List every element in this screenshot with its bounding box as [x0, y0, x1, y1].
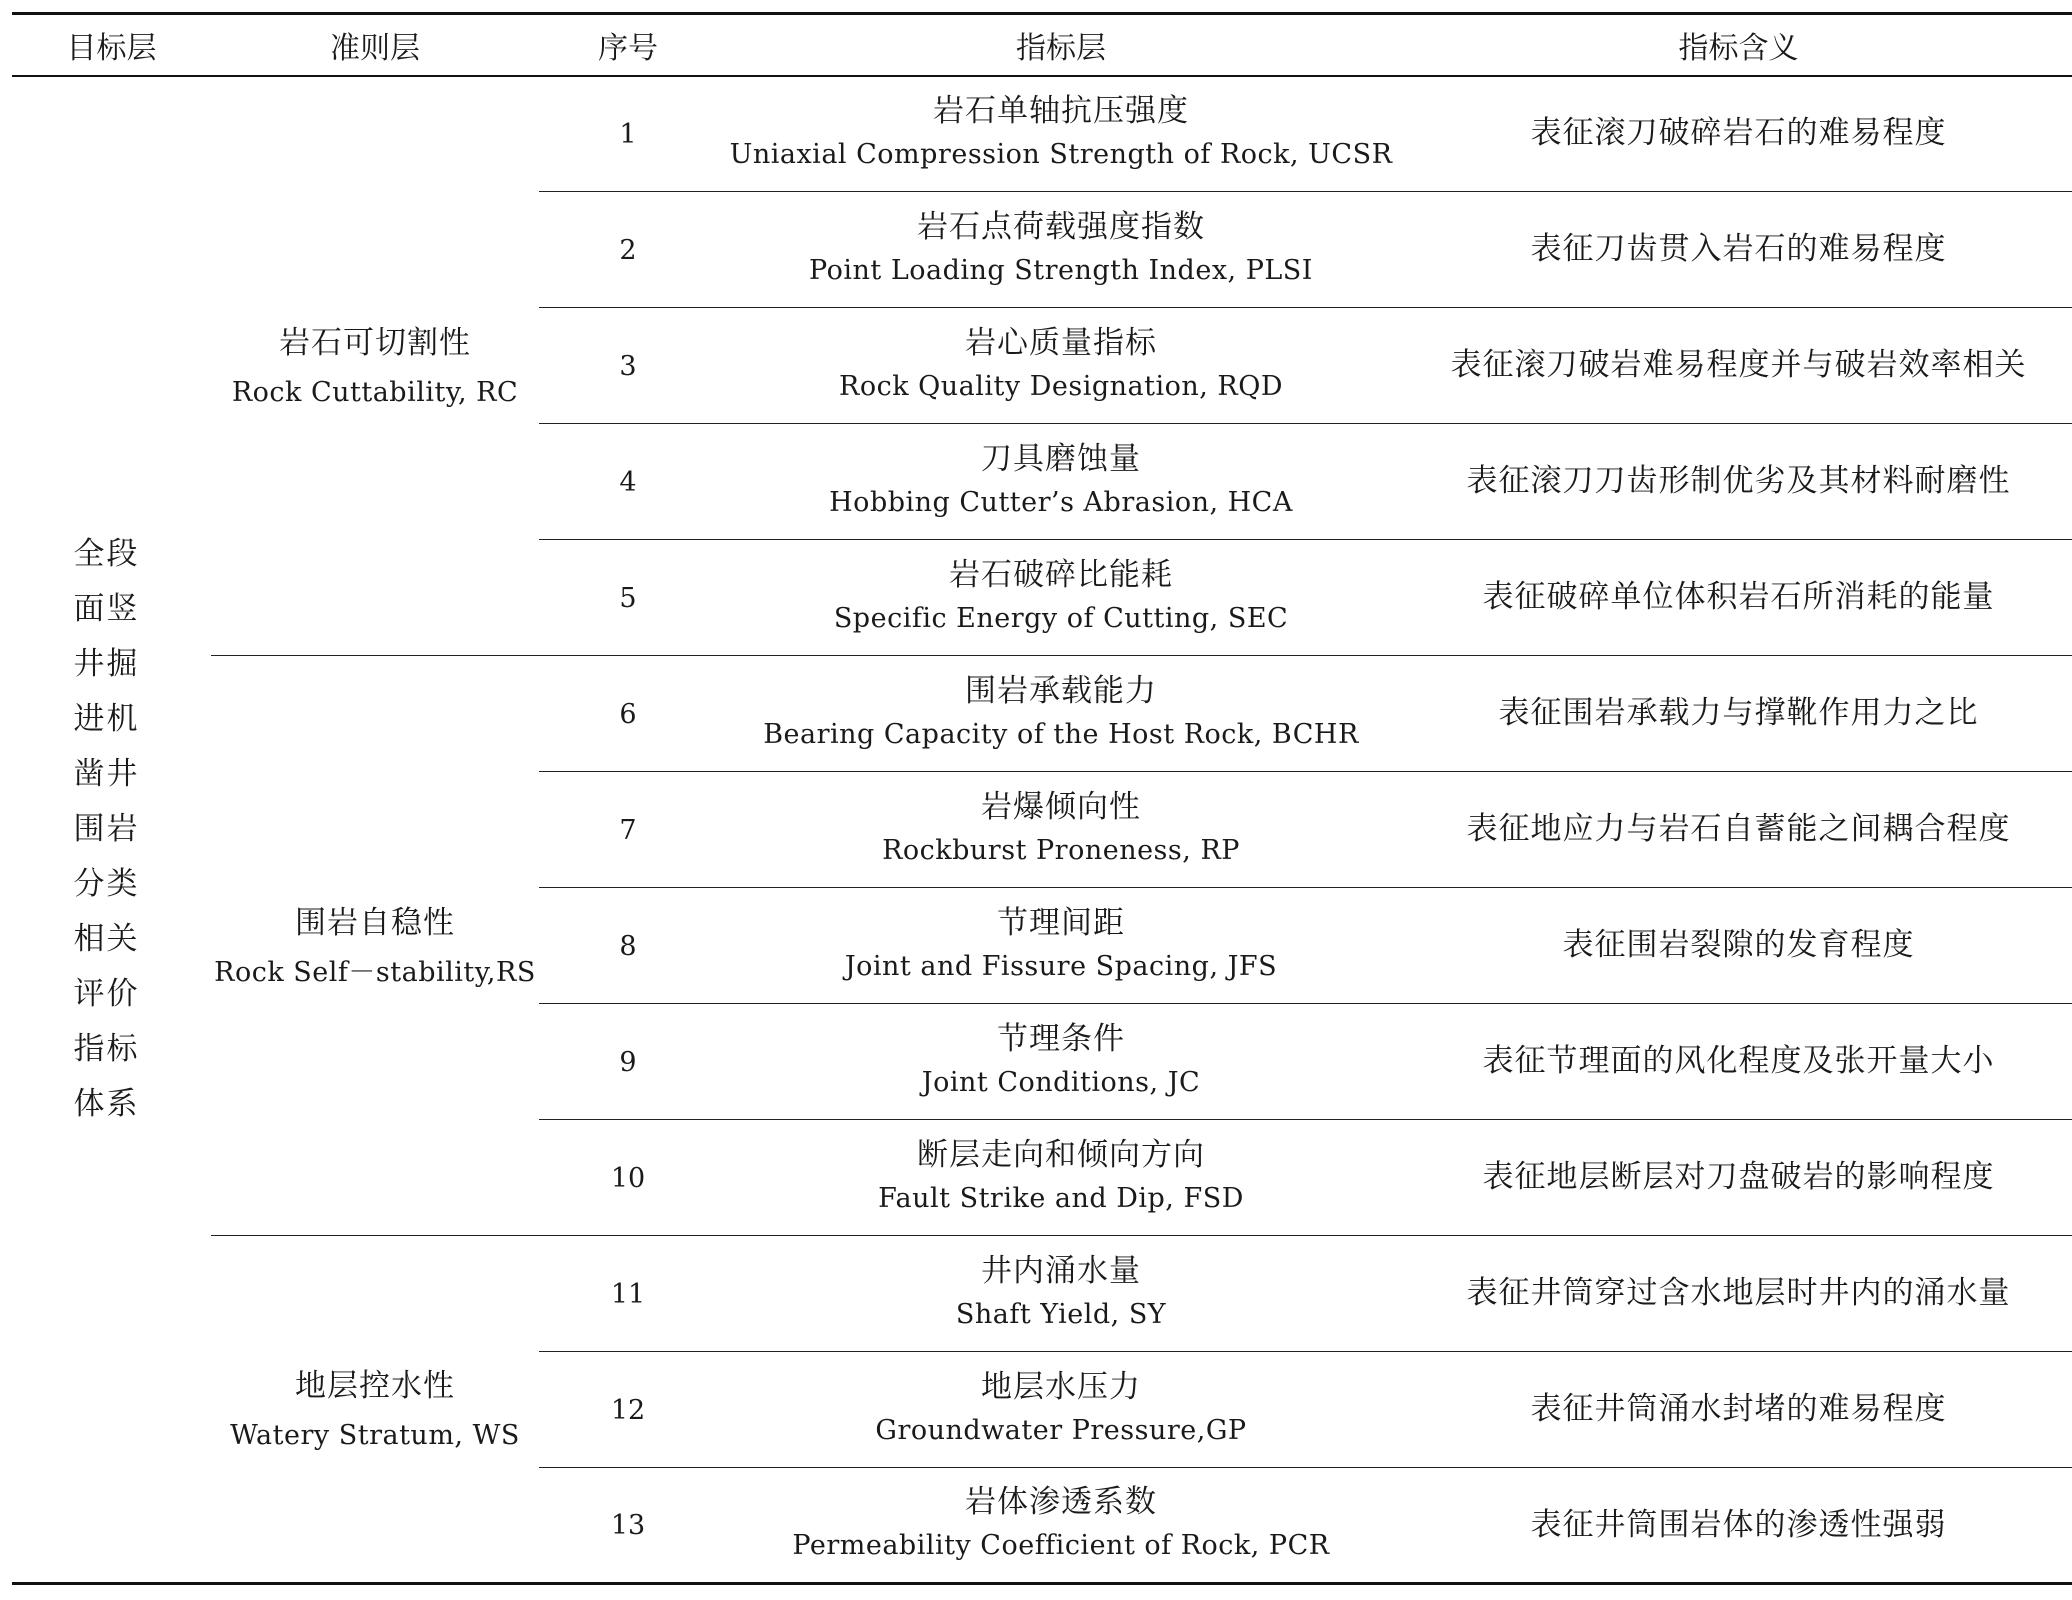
target-layer-cell	[12, 76, 211, 1584]
meaning-cell: 表征节理面的风化程度及张开量大小	[1405, 1004, 2072, 1120]
indicator-en: Specific Energy of Cutting, SEC	[833, 602, 1289, 634]
row-number: 6	[539, 656, 717, 772]
indicator-cell	[717, 772, 1405, 888]
indicator-cell	[717, 1236, 1405, 1352]
row-number: 10	[539, 1120, 717, 1236]
row-number: 2	[539, 192, 717, 308]
criterion-zh: 围岩自稳性	[295, 904, 455, 941]
criterion-en: Rock Self－stability,RS	[214, 956, 536, 988]
indicator-cell	[717, 1468, 1405, 1584]
indicator-cell	[717, 192, 1405, 308]
indicator-cell	[717, 656, 1405, 772]
header-row	[12, 14, 2072, 76]
indicator-cell	[717, 308, 1405, 424]
indicator-zh: 岩心质量指标	[965, 324, 1157, 361]
indicator-en: Rock Quality Designation, RQD	[838, 370, 1284, 402]
indicator-cell	[717, 424, 1405, 540]
meaning-cell: 表征滚刀刀齿形制优劣及其材料耐磨性	[1405, 424, 2072, 540]
row-number: 11	[539, 1236, 717, 1352]
indicator-cell	[717, 1004, 1405, 1120]
table-row	[12, 1236, 2072, 1352]
indicator-zh: 岩石点荷载强度指数	[917, 208, 1205, 245]
meaning-cell: 表征井筒围岩体的渗透性强弱	[1405, 1468, 2072, 1584]
indicator-zh: 节理间距	[997, 904, 1125, 941]
indicator-zh: 岩石破碎比能耗	[949, 556, 1173, 593]
meaning-cell: 表征刀齿贯入岩石的难易程度	[1405, 192, 2072, 308]
indicator-en: Fault Strike and Dip, FSD	[878, 1182, 1244, 1214]
indicator-en: Permeability Coefficient of Rock, PCR	[792, 1530, 1330, 1561]
row-number: 13	[539, 1468, 717, 1584]
row-number: 3	[539, 308, 717, 424]
meaning-cell: 表征井筒穿过含水地层时井内的涌水量	[1405, 1236, 2072, 1352]
indicator-zh: 岩体渗透系数	[965, 1484, 1157, 1520]
indicator-cell	[717, 540, 1405, 656]
indicator-zh: 断层走向和倾向方向	[917, 1136, 1205, 1173]
criterion-cell-rock-cuttability	[211, 76, 539, 656]
header-number: 序号	[539, 14, 717, 76]
criterion-en: Rock Cuttability, RC	[231, 376, 519, 408]
indicator-en: Uniaxial Compression Strength of Rock, UCSR	[729, 138, 1393, 170]
header-target-layer: 目标层	[12, 14, 211, 76]
indicator-cell	[717, 1352, 1405, 1468]
indicator-en: Joint and Fissure Spacing, JFS	[844, 950, 1278, 982]
target-layer-text: 全段面竖井掘进机凿井围岩分类相关评价指标体系	[73, 535, 140, 1122]
indicator-cell	[717, 888, 1405, 1004]
criterion-zh: 岩石可切割性	[279, 324, 471, 361]
indicator-zh: 节理条件	[997, 1020, 1125, 1057]
row-number: 8	[539, 888, 717, 1004]
indicator-zh: 岩石单轴抗压强度	[933, 92, 1189, 129]
indicator-zh: 岩爆倾向性	[981, 788, 1141, 825]
indicator-cell	[717, 76, 1405, 192]
meaning-cell: 表征破碎单位体积岩石所消耗的能量	[1405, 540, 2072, 656]
row-number: 7	[539, 772, 717, 888]
indicator-zh: 围岩承载能力	[965, 672, 1157, 709]
indicator-en: Bearing Capacity of the Host Rock, BCHR	[763, 718, 1359, 750]
evaluation-index-table	[12, 12, 2072, 1585]
indicator-zh: 刀具磨蚀量	[981, 440, 1141, 477]
meaning-cell: 表征地应力与岩石自蓄能之间耦合程度	[1405, 772, 2072, 888]
header-indicator-meaning: 指标含义	[1405, 14, 2072, 76]
meaning-cell: 表征滚刀破岩难易程度并与破岩效率相关	[1405, 308, 2072, 424]
row-number: 9	[539, 1004, 717, 1120]
header-criterion-layer: 准则层	[211, 14, 539, 76]
meaning-cell: 表征围岩承载力与撑靴作用力之比	[1405, 656, 2072, 772]
criterion-zh: 地层控水性	[295, 1368, 455, 1404]
row-number: 12	[539, 1352, 717, 1468]
criterion-cell-rock-self-stability	[211, 656, 539, 1236]
criterion-en: Watery Stratum, WS	[230, 1420, 520, 1451]
indicator-en: Groundwater Pressure,GP	[875, 1414, 1247, 1446]
indicator-en: Rockburst Proneness, RP	[882, 834, 1240, 866]
row-number: 4	[539, 424, 717, 540]
header-indicator-layer: 指标层	[717, 14, 1405, 76]
indicator-zh: 井内涌水量	[981, 1252, 1141, 1289]
indicator-en: Joint Conditions, JC	[921, 1066, 1201, 1098]
indicator-en: Shaft Yield, SY	[955, 1298, 1167, 1330]
meaning-cell: 表征井筒涌水封堵的难易程度	[1405, 1352, 2072, 1468]
meaning-cell: 表征滚刀破碎岩石的难易程度	[1405, 76, 2072, 192]
meaning-cell: 表征地层断层对刀盘破岩的影响程度	[1405, 1120, 2072, 1236]
row-number: 1	[539, 76, 717, 192]
indicator-en: Point Loading Strength Index, PLSI	[809, 254, 1313, 286]
indicator-cell	[717, 1120, 1405, 1236]
row-number: 5	[539, 540, 717, 656]
indicator-en: Hobbing Cutter’s Abrasion, HCA	[829, 486, 1293, 518]
table-row	[12, 656, 2072, 772]
meaning-cell: 表征围岩裂隙的发育程度	[1405, 888, 2072, 1004]
indicator-zh: 地层水压力	[981, 1368, 1141, 1405]
criterion-cell-watery-stratum	[211, 1236, 539, 1584]
table-row	[12, 76, 2072, 192]
